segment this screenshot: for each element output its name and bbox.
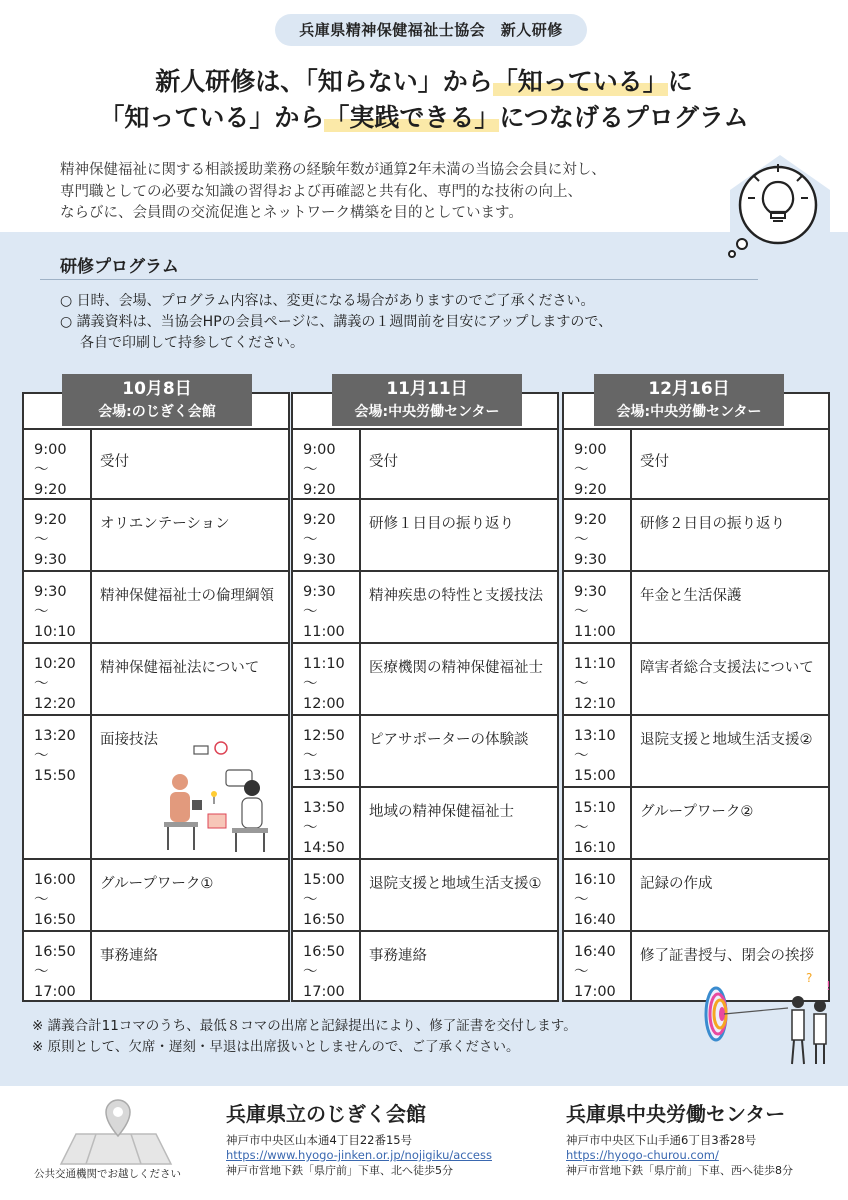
session-time: 16:00 〜 16:50 bbox=[24, 860, 92, 930]
day-1-schedule bbox=[22, 392, 290, 1002]
session-time: 12:50 〜 13:50 bbox=[293, 716, 361, 786]
session-time: 9:30 〜 10:10 bbox=[24, 572, 92, 642]
lightbulb-icon bbox=[720, 150, 840, 260]
footnotes bbox=[32, 1016, 577, 1058]
session-time: 9:30 〜 11:00 bbox=[564, 572, 632, 642]
session-title: 受付 bbox=[100, 454, 129, 470]
session-title: 医療機関の精神保健福祉士 bbox=[369, 660, 543, 676]
session-row bbox=[24, 428, 288, 498]
session-time: 16:50 〜 17:00 bbox=[293, 932, 361, 1000]
session-title: オリエンテーション bbox=[100, 516, 230, 532]
session-row bbox=[24, 570, 288, 642]
venue-nojigiku bbox=[226, 1098, 492, 1178]
intro-line: ならびに、会員間の交流促進とネットワーク構築を目的としています。 bbox=[60, 205, 523, 221]
day-3-header bbox=[594, 374, 784, 426]
session-title: 退院支援と地域生活支援① bbox=[369, 876, 542, 892]
session-time: 16:50 〜 17:00 bbox=[24, 932, 92, 1000]
session-time: 9:20 〜 9:30 bbox=[24, 500, 92, 570]
headline-text: 新人研修は、「知らない」から bbox=[155, 67, 493, 96]
session-title: 記録の作成 bbox=[640, 876, 713, 892]
session-row bbox=[293, 642, 557, 714]
session-row bbox=[564, 642, 828, 714]
target-illustration bbox=[688, 968, 838, 1068]
session-time: 13:10 〜 15:00 bbox=[564, 716, 632, 786]
map-pin-icon bbox=[56, 1096, 176, 1166]
session-time: 9:20 〜 9:30 bbox=[293, 500, 361, 570]
headline-line-2 bbox=[0, 100, 848, 136]
session-row bbox=[293, 786, 557, 858]
day-venue: 会場:中央労働センター bbox=[354, 404, 500, 420]
session-title: グループワーク① bbox=[100, 876, 214, 892]
session-time: 16:40 〜 17:00 bbox=[564, 932, 632, 1000]
day-date: 12月16日 bbox=[648, 379, 730, 399]
session-row bbox=[24, 930, 288, 1000]
headline-text: に bbox=[667, 67, 693, 96]
session-row bbox=[564, 428, 828, 498]
svg-text:!: ! bbox=[826, 979, 831, 993]
venue-name: 兵庫県立のじぎく会館 bbox=[226, 1102, 426, 1126]
session-time: 9:00 〜 9:20 bbox=[24, 430, 92, 498]
session-title: 面接技法 bbox=[100, 732, 158, 748]
note-line: ○ 日時、会場、プログラム内容は、変更になる場合がありますのでご了承ください。 bbox=[60, 293, 595, 309]
venue-name: 兵庫県中央労働センター bbox=[566, 1102, 786, 1126]
session-row bbox=[564, 858, 828, 930]
session-title: 障害者総合支援法について bbox=[640, 660, 814, 676]
venue-address: 神戸市中央区下山手通6丁目3番28号 bbox=[566, 1133, 757, 1147]
session-time: 11:10 〜 12:00 bbox=[293, 644, 361, 714]
session-title: 精神保健福祉法について bbox=[100, 660, 260, 676]
session-title: 精神疾患の特性と支援技法 bbox=[369, 588, 543, 604]
note-line: 各自で印刷して持参してください。 bbox=[80, 335, 304, 351]
session-row bbox=[564, 498, 828, 570]
session-time: 13:20 〜 15:50 bbox=[24, 716, 92, 858]
session-row bbox=[24, 642, 288, 714]
session-row bbox=[564, 570, 828, 642]
footnote-line: ※ 原則として、欠席・遅刻・早退は出席扱いとしませんので、ご了承ください。 bbox=[32, 1039, 520, 1055]
day-2-header bbox=[332, 374, 522, 426]
session-row bbox=[24, 498, 288, 570]
session-time: 13:50 〜 14:50 bbox=[293, 788, 361, 858]
session-title: 受付 bbox=[369, 454, 398, 470]
session-row bbox=[564, 714, 828, 786]
session-title: 事務連絡 bbox=[369, 948, 427, 964]
intro-line: 専門職としての必要な知識の習得および再確認と共有化、専門的な技術の向上、 bbox=[60, 183, 582, 200]
day-venue: 会場:のじぎく会館 bbox=[98, 404, 216, 420]
intro-paragraph bbox=[60, 160, 606, 225]
session-title: 地域の精神保健福祉士 bbox=[369, 804, 514, 820]
note-line: ○ 講義資料は、当協会HPの会員ページに、講義の１週間前を目安にアップしますので、 bbox=[60, 314, 613, 330]
venue-address: 神戸市中央区山本通4丁目22番15号 bbox=[226, 1133, 413, 1147]
session-time: 9:00 〜 9:20 bbox=[564, 430, 632, 498]
session-row bbox=[293, 858, 557, 930]
session-time: 16:10 〜 16:40 bbox=[564, 860, 632, 930]
day-3-schedule bbox=[562, 392, 830, 1002]
divider bbox=[40, 279, 758, 280]
session-row bbox=[564, 786, 828, 858]
session-title: グループワーク② bbox=[640, 804, 754, 820]
session-title: 年金と生活保護 bbox=[640, 588, 742, 604]
footnote-line: ※ 講義合計11コマのうち、最低８コマの出席と記録提出により、修了証書を交付します。 bbox=[32, 1018, 577, 1034]
headline bbox=[0, 64, 848, 136]
session-row bbox=[293, 498, 557, 570]
headline-text: 「知っている」から bbox=[99, 103, 325, 132]
program-notes bbox=[60, 291, 612, 354]
day-2-schedule bbox=[291, 392, 559, 1002]
venue-link[interactable]: https://hyogo-churou.com/ bbox=[566, 1148, 719, 1162]
session-title: 受付 bbox=[640, 454, 669, 470]
program-title: 研修プログラム bbox=[60, 257, 179, 277]
session-title: 研修２日目の振り返り bbox=[640, 516, 785, 532]
headline-highlight: 「知っている」 bbox=[492, 67, 668, 96]
headline-line-1 bbox=[0, 64, 848, 100]
session-title: 研修１日目の振り返り bbox=[369, 516, 514, 532]
headline-text: につなげるプログラム bbox=[499, 103, 749, 132]
transit-note: 公共交通機関でお越しください bbox=[34, 1168, 181, 1180]
session-time: 10:20 〜 12:20 bbox=[24, 644, 92, 714]
venue-access: 神戸市営地下鉄「県庁前」下車、西へ徒歩8分 bbox=[566, 1164, 793, 1177]
session-title: 精神保健福祉士の倫理綱領 bbox=[100, 588, 274, 604]
session-time: 9:20 〜 9:30 bbox=[564, 500, 632, 570]
session-time: 9:30 〜 11:00 bbox=[293, 572, 361, 642]
session-time: 15:10 〜 16:10 bbox=[564, 788, 632, 858]
intro-line: 精神保健福祉に関する相談援助業務の経験年数が通算2年未満の当協会会員に対し、 bbox=[60, 162, 606, 178]
session-row bbox=[293, 714, 557, 786]
session-row bbox=[24, 858, 288, 930]
session-title: 修了証書授与、閉会の挨拶 bbox=[640, 948, 814, 964]
headline-highlight: 「実践できる」 bbox=[324, 103, 500, 132]
session-time: 15:00 〜 16:50 bbox=[293, 860, 361, 930]
session-title: ピアサポーターの体験談 bbox=[369, 732, 529, 748]
venue-link[interactable]: https://www.hyogo-jinken.or.jp/nojigiku/access bbox=[226, 1148, 492, 1162]
day-date: 10月8日 bbox=[122, 379, 192, 399]
session-title: 事務連絡 bbox=[100, 948, 158, 964]
day-1-header bbox=[62, 374, 252, 426]
counseling-illustration bbox=[144, 738, 284, 856]
session-row bbox=[293, 930, 557, 1000]
venue-chuo-rodo bbox=[566, 1098, 793, 1178]
svg-text:?: ? bbox=[806, 971, 813, 985]
session-row bbox=[24, 714, 288, 858]
venue-access: 神戸市営地下鉄「県庁前」下車、北へ徒歩5分 bbox=[226, 1164, 453, 1177]
session-row bbox=[293, 570, 557, 642]
day-date: 11月11日 bbox=[386, 379, 468, 399]
day-venue: 会場:中央労働センター bbox=[616, 404, 762, 420]
org-title: 兵庫県精神保健福祉士協会 新人研修 bbox=[275, 14, 587, 46]
session-time: 9:00 〜 9:20 bbox=[293, 430, 361, 498]
session-title: 退院支援と地域生活支援② bbox=[640, 732, 813, 748]
session-row bbox=[293, 428, 557, 498]
session-time: 11:10 〜 12:10 bbox=[564, 644, 632, 714]
